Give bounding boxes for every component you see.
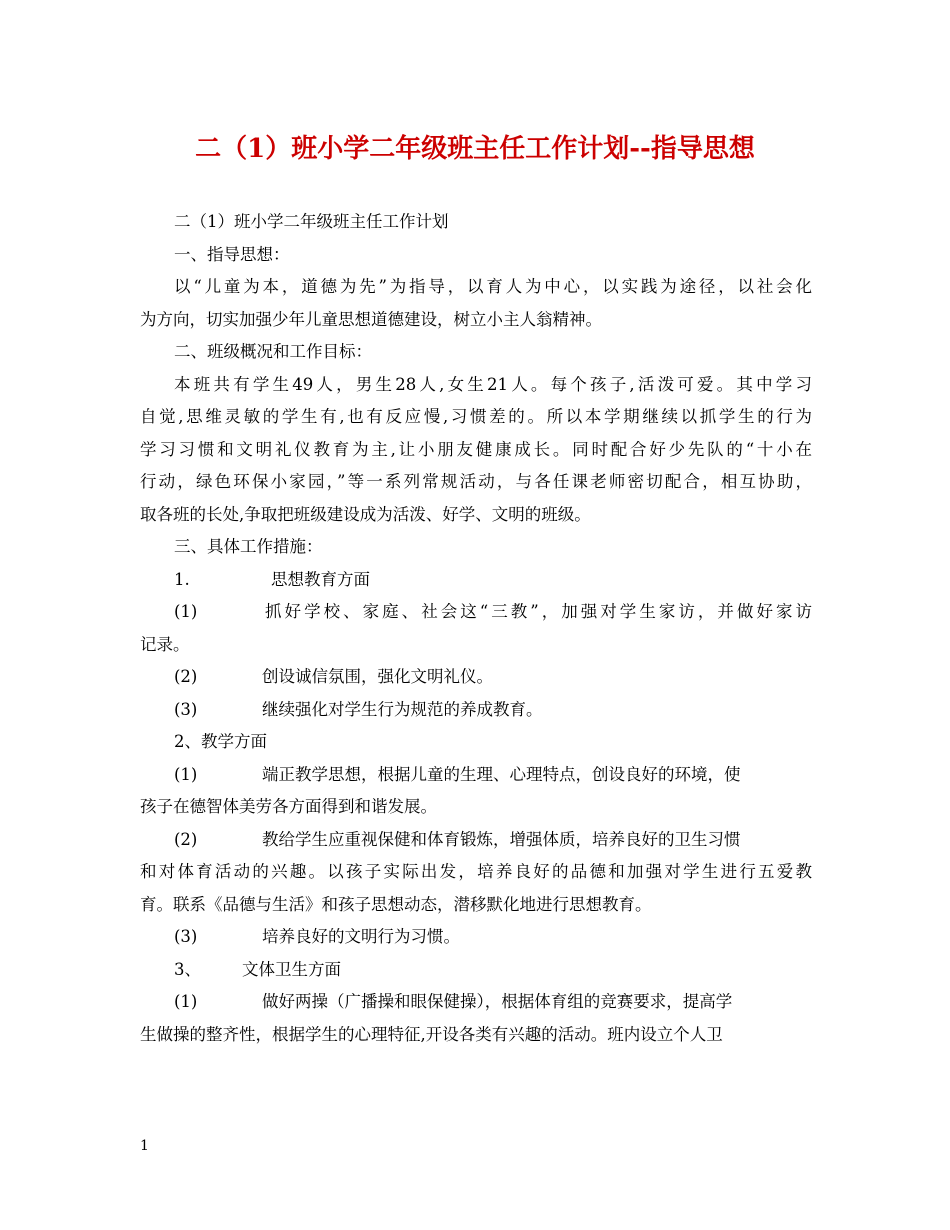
section-heading: 三、具体工作措施：: [174, 537, 323, 556]
item-number: (3): [174, 699, 198, 719]
item-number: (3): [174, 927, 198, 946]
document-body: [140, 206, 812, 1051]
item-text: 创设诚信氛围，强化文明礼仪。: [262, 667, 493, 686]
subsection-heading: [140, 954, 812, 987]
paragraph-line: 取各班的长处,争取把班级建设成为活泼、好学、文明的班级。: [140, 504, 591, 524]
paragraph-line: 为方向，切实加强少年儿童思想道德建设，树立小主人翁精神。: [140, 309, 602, 329]
paragraph-line: 本班共有学生49人，男生28人,女生21人。每个孩子,活泼可爱。其中学习: [174, 374, 812, 394]
section-heading: 二、班级概况和工作目标：: [174, 342, 372, 361]
list-item: [140, 921, 812, 954]
list-item: [140, 759, 812, 792]
paragraph-line: 二（1）班小学二年级班主任工作计划: [174, 212, 449, 231]
paragraph-line: 育。联系《品德与生活》和孩子思想动态，潜移默化地进行思想教育。: [140, 894, 652, 914]
list-item: [140, 694, 812, 727]
paragraph-line: 生做操的整齐性，根据学生的心理特征,开设各类有兴趣的活动。班内设立个人卫: [140, 1024, 723, 1044]
list-item: [140, 596, 812, 629]
paragraph-line: 孩子在德智体美劳各方面得到和谐发展。: [140, 797, 437, 816]
item-text: 思想教育方面: [271, 569, 370, 589]
subsection-heading: [140, 564, 812, 597]
item-number: (1): [174, 602, 198, 621]
item-text: 抓好学校、家庭、社会这“三教”，加强对学生家访，并做好家访: [262, 602, 812, 621]
paragraph-line: 和对体育活动的兴趣。以孩子实际出发，培养良好的品德和加强对学生进行五爱教: [140, 862, 812, 881]
item-number: (2): [174, 667, 198, 686]
item-number: (1): [174, 764, 198, 784]
paragraph-line: 记录。: [140, 634, 190, 654]
document-title: 二（1）班小学二年级班主任工作计划--指导思想: [195, 134, 755, 164]
page-number: 1: [140, 1138, 149, 1154]
item-text: 继续强化对学生行为规范的养成教育。: [262, 699, 543, 719]
list-item: [140, 986, 812, 1019]
paragraph-line: 学习习惯和文明礼仪教育为主,让小朋友健康成长。同时配合好少先队的“十小在: [140, 439, 812, 459]
item-text: 端正教学思想，根据儿童的生理、心理特点，创设良好的环境，使: [262, 764, 741, 784]
item-text: 做好两操（广播操和眼保健操），根据体育组的竞赛要求，提高学: [262, 992, 733, 1011]
item-number: 3、: [174, 959, 201, 979]
item-number: (1): [174, 992, 198, 1011]
item-number: (2): [174, 829, 198, 849]
item-text: 教给学生应重视保健和体育锻炼，增强体质，培养良好的卫生习惯: [262, 829, 741, 849]
list-item: [140, 661, 812, 694]
paragraph-line: 以“儿童为本，道德为先”为指导，以育人为中心，以实践为途径，以社会化: [174, 277, 812, 296]
section-heading: 一、指导思想：: [174, 244, 290, 264]
paragraph-line: 行动，绿色环保小家园，”等一系列常规活动，与各任课老师密切配合，相互协助，: [140, 472, 812, 491]
item-number: 1.: [174, 569, 190, 589]
paragraph-line: 自觉,思维灵敏的学生有,也有反应慢,习惯差的。所以本学期继续以抓学生的行为: [140, 407, 812, 426]
item-text: 文体卫生方面: [242, 959, 341, 979]
subsection-heading: 2、教学方面: [174, 732, 267, 751]
list-item: [140, 824, 812, 857]
item-text: 培养良好的文明行为习惯。: [262, 927, 460, 946]
